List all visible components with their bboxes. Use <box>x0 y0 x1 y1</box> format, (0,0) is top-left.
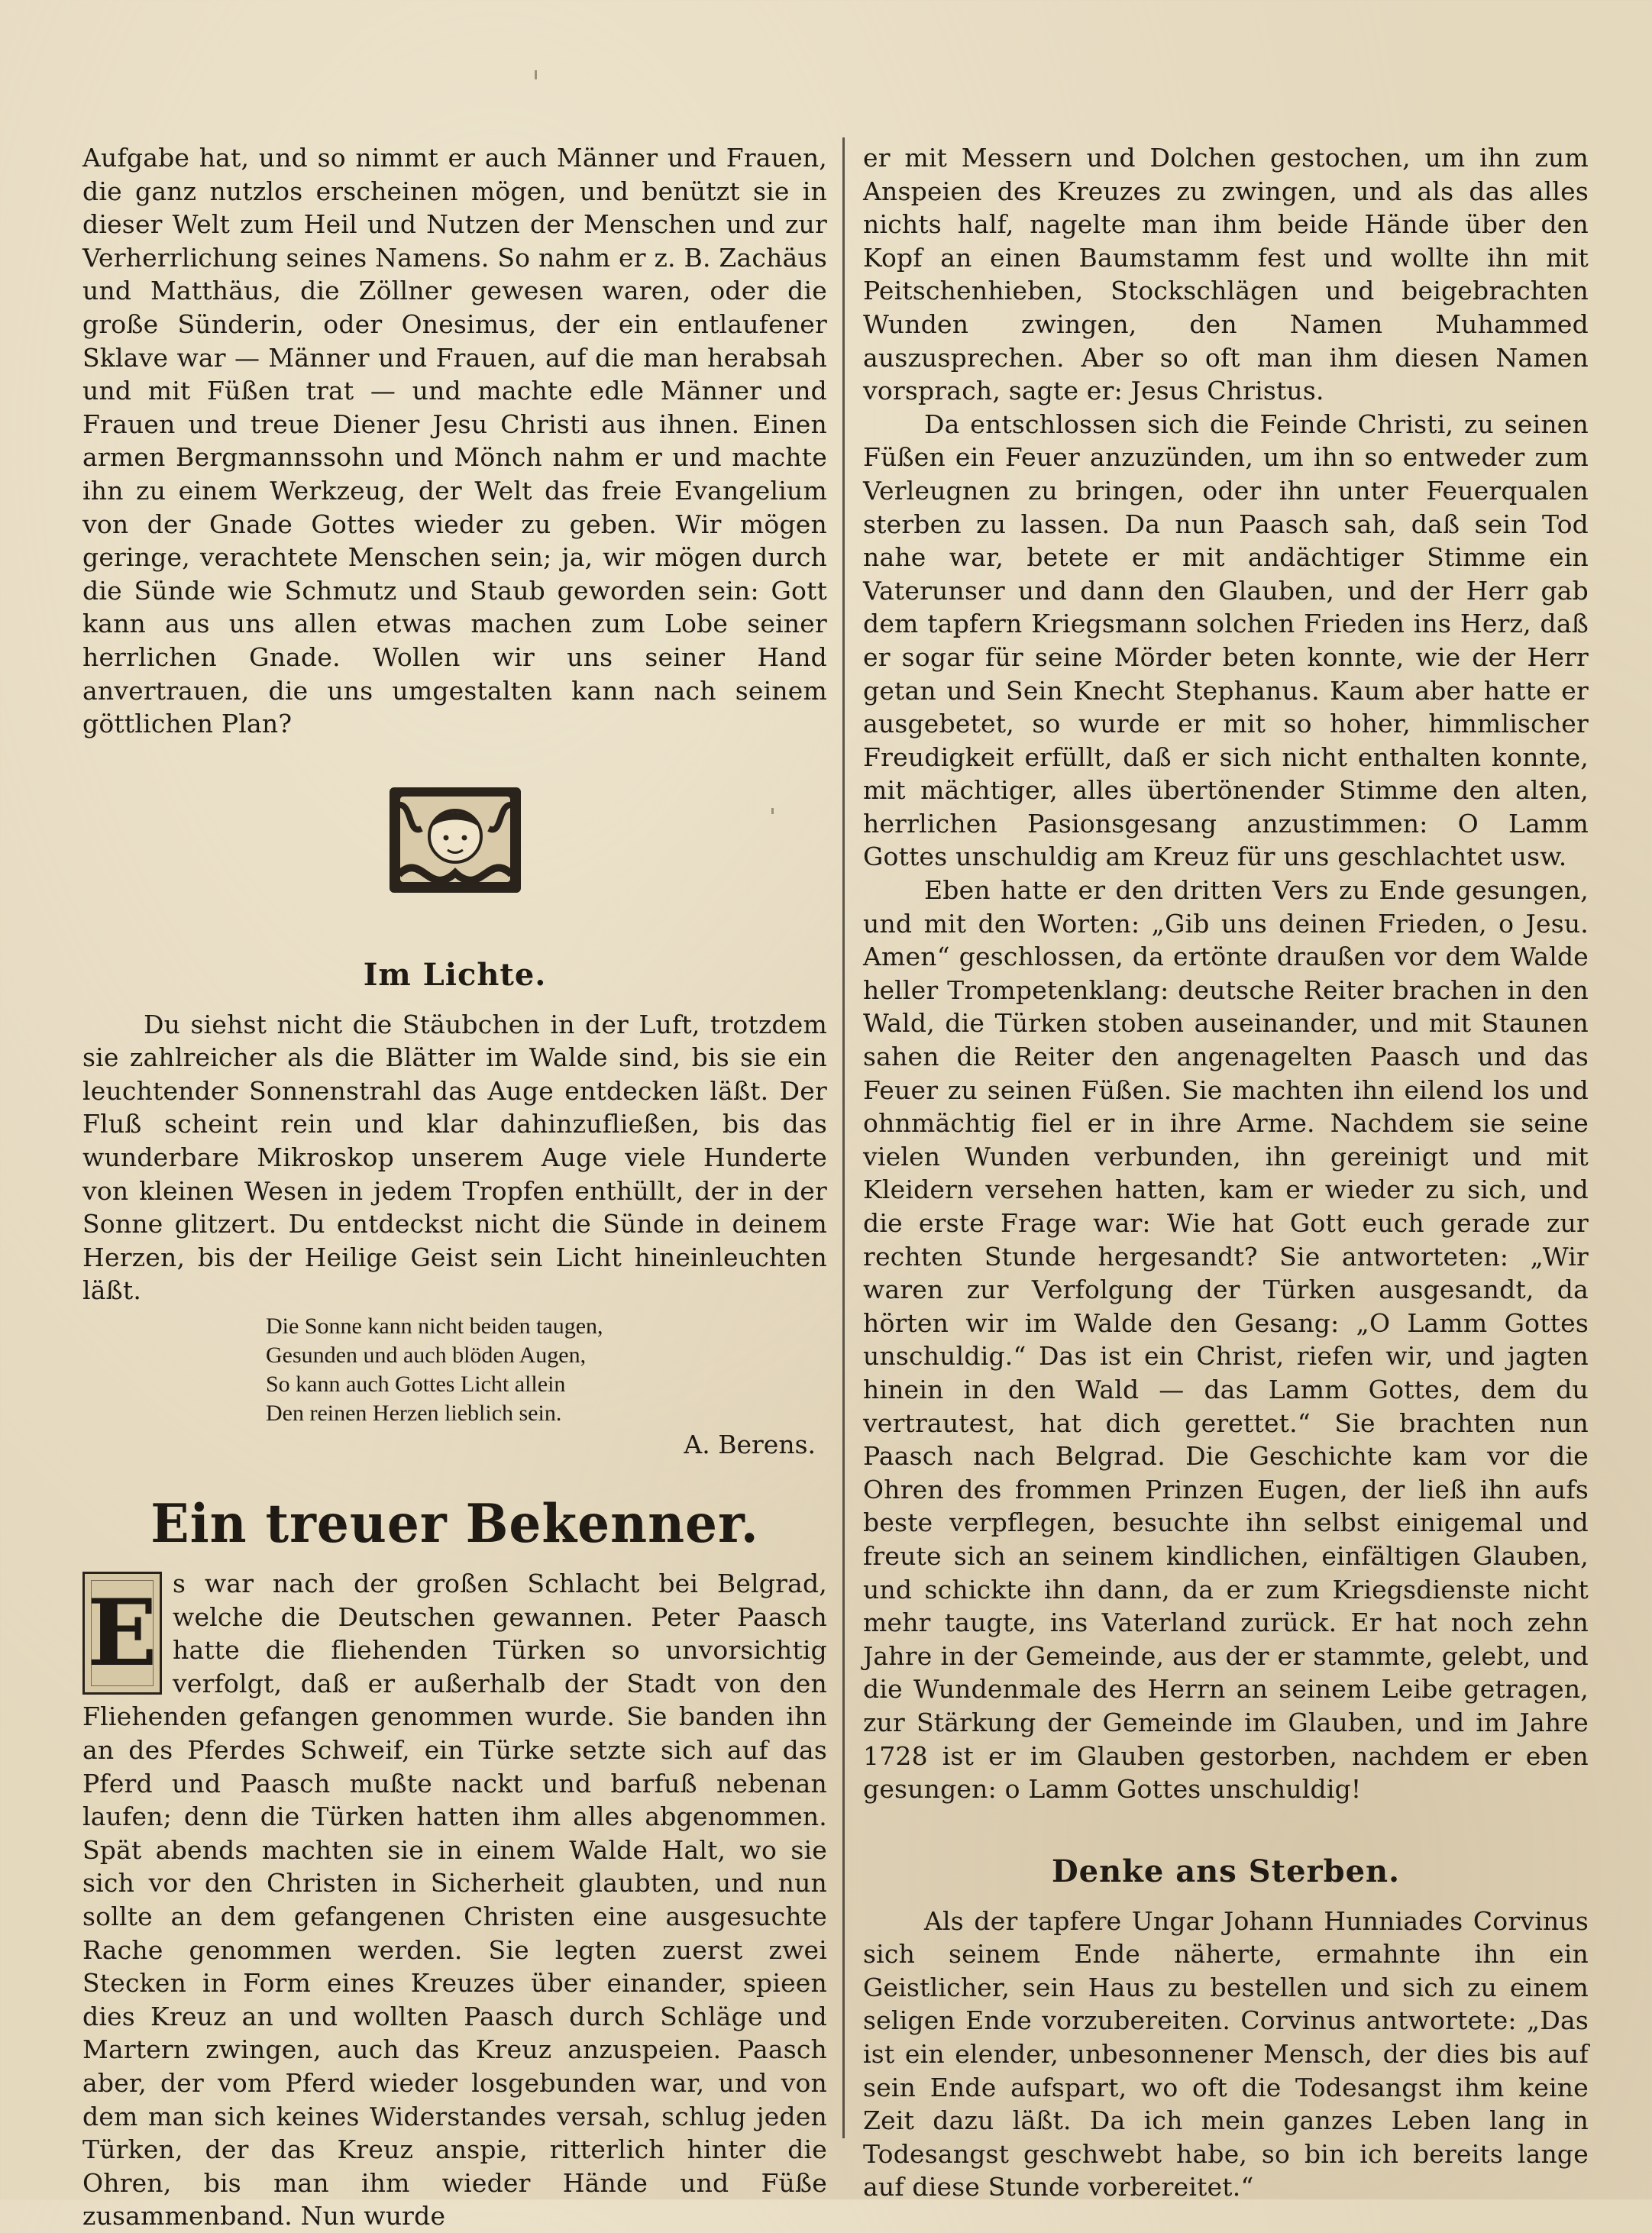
poem <box>266 1312 827 1462</box>
bekenner-title: Ein treuer Bekenner. <box>150 1492 759 1555</box>
denke-title: Denke ans Sterben. <box>1051 1853 1401 1889</box>
poem-line: So kann auch Gottes Licht allein <box>266 1372 566 1398</box>
poem-line: Den reinen Herzen lieblich sein. <box>266 1401 562 1427</box>
left-column <box>82 141 827 2233</box>
column-divider <box>842 137 845 2138</box>
intro-paragraph: Aufgabe hat, und so nimmt er auch Männer und Frauen, die ganz nutzlos erscheinen mögen, und benützt sie in dieser Welt zum Heil und Nutzen der Menschen und zur Verherrlichung seines Namens. So nahm er z. B. Zachäus und Matthäus, die Zöllner gewesen waren, oder die große Sünderin, oder Onesimus, der ein entlaufener Sklave war — Männer und Frauen, auf die man herabsah und mit Füßen trat — und machte edle Männer und Frauen und treue Diener Jesu Christi aus ihnen. Einen armen Bergmannssohn und Mönch nahm er und machte ihn zu einem Werkzeug, der Welt das freie Evangelium von der Gnade Gottes wieder zu geben. Wir mögen geringe, verachtete Menschen sein; ja, wir mögen durch die Sünde wie Schmutz und Staub geworden sein: Gott kann aus uns allen etwas machen zum Lobe seiner herrlichen Gnade. Wollen wir uns seiner Hand anvertrauen, die uns umgestalten kann nach seinem göttlichen Plan? <box>82 143 827 739</box>
child-face-ornament <box>383 783 527 897</box>
poem-line: Die Sonne kann nicht beiden taugen, <box>266 1314 603 1339</box>
poem-line: Gesunden und auch blöden Augen, <box>266 1343 587 1369</box>
child-face-icon <box>383 783 527 897</box>
im-lichte-title: Im Lichte. <box>363 956 547 993</box>
bekenner-continuation-paragraph: Da entschlossen sich die Feinde Christi, zu seinen Füßen ein Feuer anzuzünden, um ihn so entweder zum Verleugnen zu bringen, oder ihn unter Feuerqualen sterben zu lassen. Da nun Paasch sah, daß sein Tod nahe war, betete er mit andächtiger Stimme ein Vaterunser und dann den Glauben, und der Herr gab dem tapfern Kriegsmann solchen Frieden ins Herz, daß er sogar für seine Mörder beten konnte, wie der Herr getan und Sein Knecht Stephanus. Kaum aber hatte er ausgebetet, so wurde er mit so hoher, himmlischer Freudigkeit erfüllt, daß er sich nicht enthalten konnte, mit mächtiger, alles übertönender Stimme den alten, herrlichen Pasionsgesang anzustimmen: O Lamm Gottes unschuldig am Kreuz für uns geschlachtet usw. <box>863 409 1589 872</box>
bekenner-continuation-paragraph: er mit Messern und Dolchen gestochen, um ihn zum Anspeien des Kreuzes zu zwingen, und als das alles nichts half, nagelte man ihm beide Hände über den Kopf an einen Baumstamm fest und wollte ihn mit Peitschenhieben, Stockschlägen und beigebrachten Wunden zwingen, den Namen Muhammed auszusprechen. Aber so oft man ihm diesen Namen vorsprach, sagte er: Jesus Christus. <box>863 143 1589 406</box>
paper-speck <box>535 70 537 79</box>
bekenner-continuation-paragraph: Eben hatte er den dritten Vers zu Ende gesungen, und mit den Worten: „Gib uns deinen Frieden, o Jesu. Amen“ geschlossen, da ertönte draußen vor dem Walde heller Trompetenklang: deutsche Reiter brachen in den Wald, die Türken stoben auseinander, und mit Staunen sahen die Reiter den angenagelten Paasch und das Feuer zu seinen Füßen. Sie machten ihn eilend los und ohnmächtig fiel er in ihre Arme. Nachdem sie seine vielen Wunden verbunden, ihn gereinigt und mit Kleidern versehen hatten, kam er wieder zu sich, und die erste Frage war: Wie hat Gott euch gerade zur rechten Stunde hergesandt? Sie antworteten: „Wir waren zur Verfolgung der Türken ausgesandt, da hörten wir im Walde den Gesang: „O Lamm Gottes unschuldig.“ Das ist ein Christ, riefen wir, und jagten hinein in den Wald — das Lamm Gottes, dem du vertrautest, hat dich gerettet.“ Sie brachten nun Paasch nach Belgrad. Die Geschichte kam vor die Ohren des frommen Prinzen Eugen, der ließ ihn aufs beste verpflegen, besuchte ihn selbst einigemal und freute sich an seinem kindlichen, einfältigen Glauben, und schickte ihn dann, da er zum Kriegsdienste nicht mehr taugte, ins Vaterland zurück. Er hat noch zehn Jahre in der Gemeinde, aus der er stammte, gelebt, und die Wundenmale des Herrn an seinem Leibe getragen, zur Stärkung der Gemeinde im Glauben, und im Jahre 1728 ist er im Glauben gestorben, nachdem er eben gesungen: o Lamm Gottes unschuldig! <box>863 875 1589 1805</box>
right-column <box>863 141 1589 2204</box>
dropcap-initial: E <box>82 1572 162 1695</box>
poem-author: A. Berens. <box>684 1430 816 1460</box>
im-lichte-paragraph: Du siehst nicht die Stäubchen in der Luft, trotzdem sie zahlreicher als die Blätter im Walde sind, bis sie ein leuchtender Sonnenstrahl das Auge entdecken läßt. Der Fluß scheint rein und klar dahinzufließen, bis das wunderbare Mikroskop unserem Auge viele Hunderte von kleinen Wesen in jedem Tropfen enthüllt, der in der Sonne glitzert. Du entdeckst nicht die Sünde in deinem Herzen, bis der Heilige Geist sein Licht hineinleuchten läßt. <box>82 1009 827 1306</box>
bekenner-paragraph: s war nach der großen Schlacht bei Belgrad, welche die Deutschen gewannen. Peter Paasch hatte die fliehenden Türken so unvorsichtig verfolgt, daß er außerhalb der Stadt von den Fliehenden gefangen genommen wurde. Sie banden ihn an des Pferdes Schweif, ein Türke setzte sich auf das Pferd und Paasch mußte nackt und barfuß nebenan laufen; denn die Türken hatten ihm alles abgenommen. Spät abends machten sie in einem Walde Halt, wo sie sich vor den Christen in Sicherheit glaubten, und nun sollte an dem gefangenen Christen eine ausgesuchte Rache genommen werden. Sie legten zuerst zwei Stecken in Form eines Kreuzes über einander, spieen dies Kreuz an und wollten Paasch durch Schläge und Martern zwingen, auch das Kreuz anzuspeien. Paasch aber, der vom Pferd wieder losgebunden war, und von dem man sich keines Widerstandes versah, schlug jeden Türken, der das Kreuz anspie, ritterlich hinter die Ohren, bis man ihm wieder Hände und Füße zusammenband. Nun wurde <box>82 1569 827 2231</box>
bekenner-story <box>82 1567 827 2233</box>
denke-paragraph: Als der tapfere Ungar Johann Hunniades Corvinus sich seinem Ende näherte, ermahnte ihn ein Geistlicher, sein Haus zu bestellen und sich zu einem seligen Ende vorzubereiten. Corvinus antwortete: „Das ist ein elender, unbesonnener Mensch, der dies bis auf sein Ende aufspart, wo oft die Todesangst ihm keine Zeit dazu läßt. Da ich mein ganzes Leben lang in Todesangst geschwebt habe, so bin ich bereits lange auf diese Stunde vorbereitet.“ <box>863 1905 1589 2202</box>
